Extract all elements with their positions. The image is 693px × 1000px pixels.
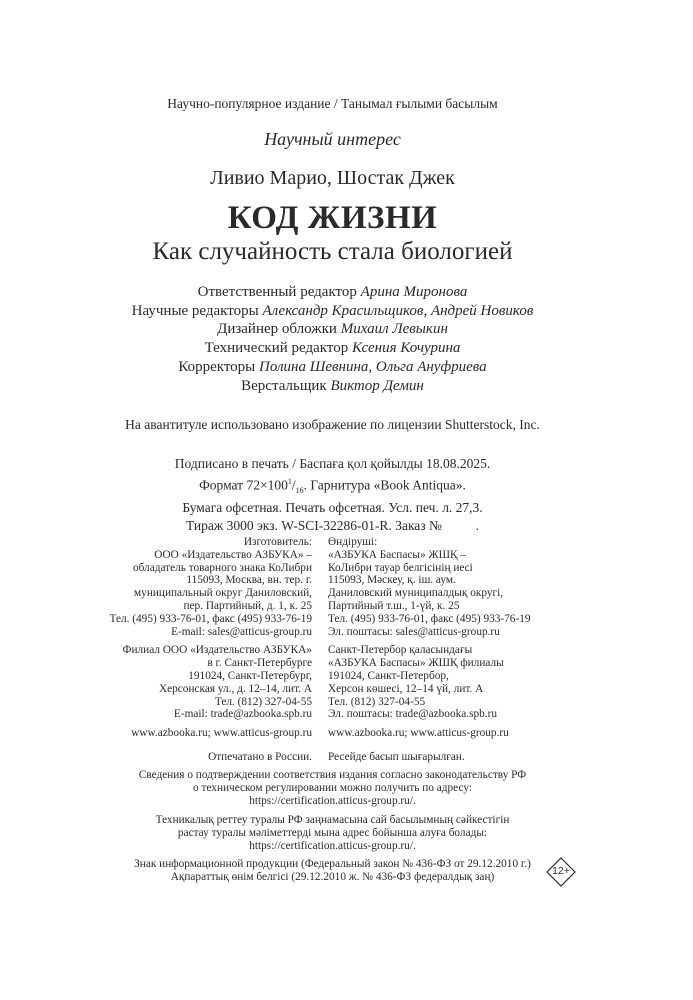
text-line: Тел. (812) 327-04-55: [214, 695, 312, 708]
text-line: муниципальный округ Даниловский,: [134, 587, 312, 600]
age-rating: 12+: [552, 865, 570, 877]
typeface-text: . Гарнитура «Book Antiqua».: [303, 477, 466, 492]
text-line: Тел. (495) 933-76-01, факс (495) 933-76-19: [109, 612, 312, 625]
book-title: КОД ЖИЗНИ: [227, 200, 438, 236]
text-line: растау туралы мәліметтерді мына адрес бойынша алуға болады:: [177, 826, 488, 839]
format-line: Формат $72\times 100^1/_{16}$. Гарнитура «Book Antiqua».: [199, 476, 466, 495]
text-line: Знак информационной продукции (Федеральный закон № 436-ФЗ от 29.12.2010 г.): [134, 858, 531, 870]
text-line: Даниловский муниципалдық округі,: [328, 587, 504, 600]
websites: www.azbooka.ru; www.atticus-group.ru: [328, 727, 509, 740]
text-line: пер. Партийный, д. 1, к. 25: [183, 599, 312, 612]
signed-line: Подписано в печать / Баспаға қол қойылды 18.08.2025.: [174, 456, 491, 471]
text-line: «АЗБУКА Баспасы» ЖШҚ филиалы: [328, 657, 504, 670]
paper-line: Бумага офсетная. Печать офсетная. Усл. печ. л. 27,3.: [182, 500, 483, 516]
credit-names: Александр Красильщиков, Андрей Новиков: [262, 302, 534, 319]
credit-names: Ксения Кочурина: [351, 340, 461, 357]
text-line: Изготовитель:: [243, 536, 312, 548]
publisher-kz: [328, 536, 531, 740]
credit-role: Ответственный редактор: [197, 284, 357, 300]
text-line: Өндіруші:: [328, 536, 378, 548]
text-line: Техникалық реттеу туралы РФ заңнамасына сай басылымның сәйкестігін: [155, 814, 510, 826]
text-line: Санкт-Петербор қаласындағы: [328, 644, 473, 657]
text-line: E-mail: sales@atticus-group.ru: [171, 625, 312, 638]
text-line: КоЛибри тауар белгісінің иесі: [328, 561, 473, 574]
publisher-ru: [109, 536, 312, 740]
certification-link: https://certification.atticus-group.ru/.: [249, 794, 416, 807]
text-line: Партийный т.ш., 1-үй, к. 25: [328, 599, 460, 612]
credit-line: [0, 320, 679, 339]
credit-line: [0, 339, 679, 358]
text-line: 191024, Санкт-Петербор,: [328, 669, 449, 682]
text-line: ООО «Издательство АЗБУКА» –: [154, 548, 312, 561]
text-line: E-mail: trade@azbooka.spb.ru: [173, 708, 312, 721]
text-line: 115093, Москва, вн. тер. г.: [186, 574, 312, 587]
text-line: Тел. (495) 933-76-01, факс (495) 933-76-19: [328, 612, 531, 625]
text-line: 191024, Санкт-Петербург,: [188, 669, 312, 682]
text-line: Тел. (812) 327-04-55: [328, 695, 426, 708]
printed-ru: Отпечатано в России.: [208, 751, 312, 763]
edition-type: Научно-популярное издание / Танымал ғылыми басылым: [167, 96, 498, 111]
authors: Ливио Марио, Шостак Джек: [210, 167, 455, 189]
text-line: в г. Санкт-Петербурге: [207, 657, 312, 670]
text-line: Филиал ООО «Издательство АЗБУКА»: [122, 644, 312, 657]
credit-names: Виктор Демин: [330, 377, 424, 394]
websites: www.azbooka.ru; www.atticus-group.ru: [131, 727, 312, 740]
text-line: Эл. поштасы: sales@atticus-group.ru: [328, 625, 500, 638]
book-subtitle: Как случайность стала биологией: [152, 238, 513, 265]
credit-line: [0, 283, 679, 302]
credit-role: Научные редакторы: [131, 302, 259, 319]
format-sup: 1: [287, 476, 292, 486]
credit-role: Дизайнер обложки: [217, 321, 337, 338]
text-line: Эл. поштасы: trade@azbooka.spb.ru: [328, 708, 498, 721]
format-sub: 16: [295, 485, 304, 495]
credits: [0, 283, 679, 395]
text-line: 115093, Мәскеу, қ. іш. аум.: [328, 574, 456, 587]
text-line: «АЗБУКА Баспасы» ЖШҚ –: [328, 548, 466, 561]
run-line: Тираж 3000 экз. W-SCI-32286-01-R. Заказ № .: [185, 517, 480, 533]
printed-kz: Ресейде басып шығарылған.: [328, 751, 465, 763]
credit-role: Корректоры: [178, 358, 256, 375]
text-line: Ақпараттық өнім белгісі (29.12.2010 ж. № 436-ФЗ федералдық заң): [170, 870, 495, 883]
series-name: Научный интерес: [264, 129, 401, 149]
certification-kz: [0, 814, 679, 852]
credit-names: Полина Шевнина, Ольга Ануфриева: [259, 358, 487, 375]
credit-role: Верстальщик: [241, 377, 327, 394]
credit-names: Михаил Левыкин: [340, 321, 448, 338]
text-line: Херсонская ул., д. 12–14, лит. А: [158, 682, 312, 695]
certification-link: https://certification.atticus-group.ru/.: [249, 839, 416, 852]
certification-ru: [0, 769, 679, 807]
text-line: о техническом регулировании можно получить по адресу:: [193, 781, 472, 794]
text-line: обладатель товарного знака КоЛибри: [132, 561, 312, 574]
info-sign: [0, 858, 679, 884]
text-line: Херсон көшесі, 12–14 үй, лит. А: [328, 682, 484, 695]
text-line: Сведения о подтверждении соответствия издания согласно законодательству РФ: [138, 769, 527, 781]
credit-role: Технический редактор: [204, 340, 349, 357]
credit-line: [0, 302, 679, 321]
format-text: Формат 72×100: [199, 477, 288, 492]
license-note: На авантитуле использовано изображение по лицензии Shutterstock, Inc.: [125, 417, 540, 432]
age-rating-badge: [546, 857, 576, 887]
credit-names: Арина Миронова: [360, 284, 468, 300]
credit-line: [0, 358, 679, 377]
print-info: [0, 455, 679, 534]
credit-line: [0, 377, 679, 396]
